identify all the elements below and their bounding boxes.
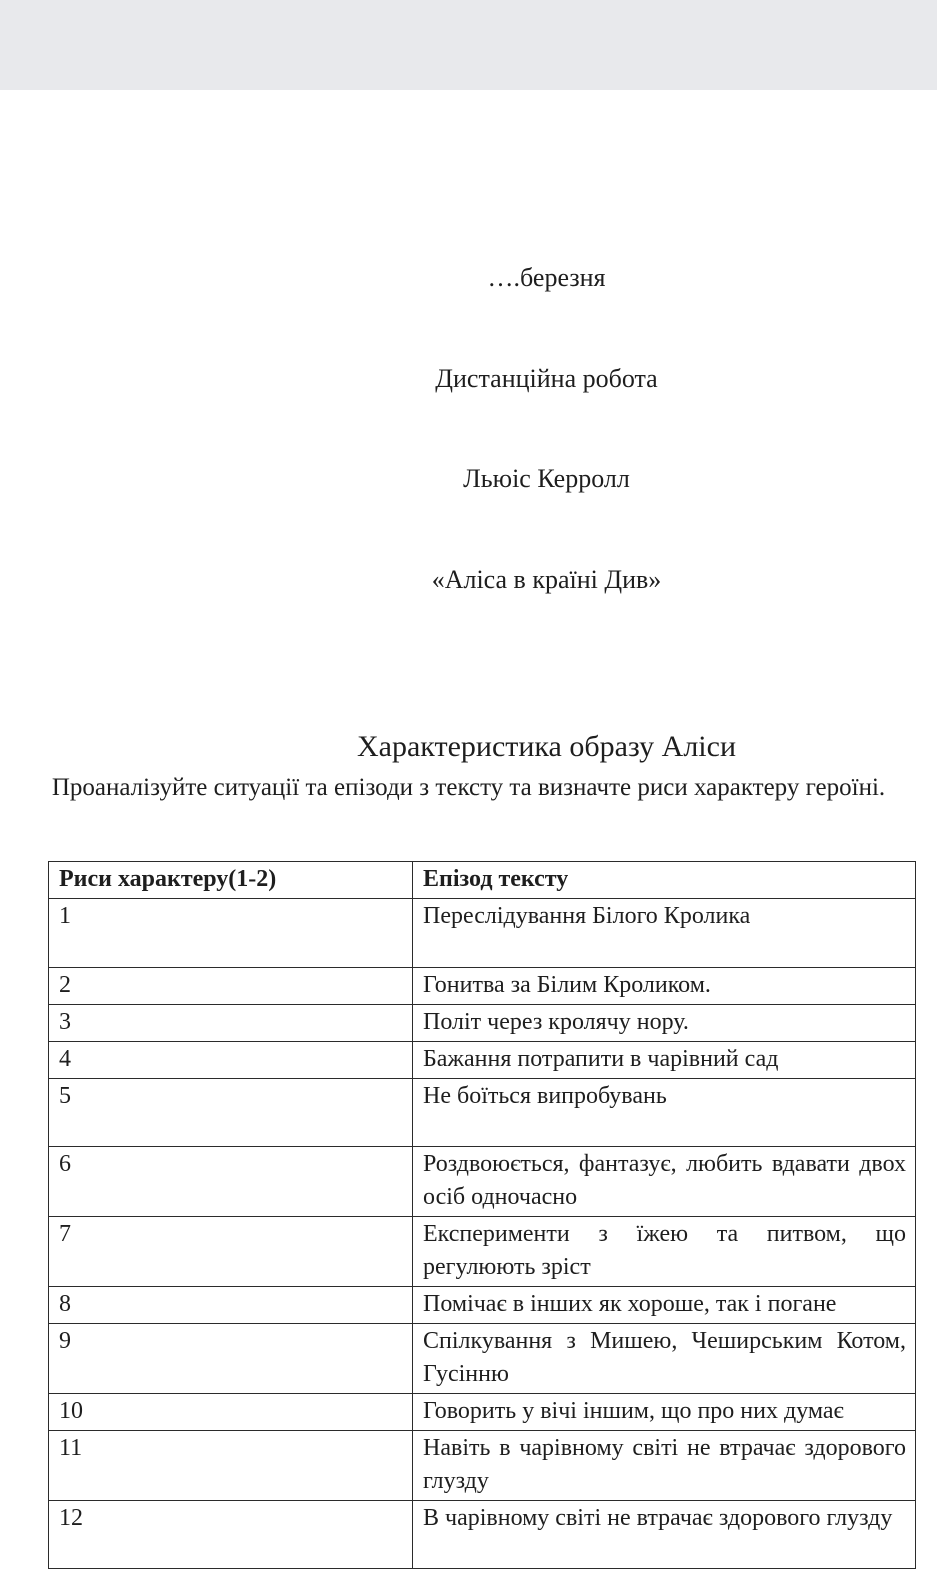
page-title: Характеристика образу Аліси <box>356 730 736 763</box>
row-number-cell: 6 <box>49 1147 413 1217</box>
table-row <box>49 1394 916 1431</box>
row-number-cell: 5 <box>49 1079 413 1147</box>
instruction-text: Проаналізуйте ситуації та епізоди з тексту та визначте риси характеру героїні. <box>51 774 886 801</box>
table-row <box>49 968 916 1005</box>
row-number-cell: 8 <box>49 1287 413 1324</box>
episode-cell: Гонитва за Білим Кроликом. <box>413 968 916 1005</box>
column-header-traits: Риси характеру(1-2) <box>49 862 413 899</box>
doc-header-line-date: ….березня <box>487 263 606 292</box>
row-number-cell: 7 <box>49 1217 413 1287</box>
table-row <box>49 1005 916 1042</box>
column-header-episode: Епізод тексту <box>413 862 916 899</box>
row-number-cell: 12 <box>49 1501 413 1569</box>
table-row <box>49 1431 916 1501</box>
doc-header <box>156 194 937 663</box>
row-number-cell: 3 <box>49 1005 413 1042</box>
table-row <box>49 1147 916 1217</box>
episode-cell: Експерименти з їжею та питвом, що регулюють зріст <box>413 1217 916 1287</box>
table-row <box>49 1217 916 1287</box>
row-number-cell: 10 <box>49 1394 413 1431</box>
row-number-cell: 1 <box>49 899 413 968</box>
character-table <box>48 861 916 1569</box>
table-row <box>49 1501 916 1569</box>
top-gray-band <box>0 0 937 90</box>
table-row <box>49 1324 916 1394</box>
row-number-cell: 11 <box>49 1431 413 1501</box>
episode-cell: Переслідування Білого Кролика <box>413 899 916 968</box>
table-row <box>49 1287 916 1324</box>
row-number-cell: 9 <box>49 1324 413 1394</box>
doc-header-line-author: Льюіс Керролл <box>463 464 630 493</box>
row-number-cell: 4 <box>49 1042 413 1079</box>
episode-cell: Політ через кролячу нору. <box>413 1005 916 1042</box>
doc-header-line-type: Дистанційна робота <box>435 363 658 393</box>
episode-cell: Помічає в інших як хороше, так і погане <box>413 1287 916 1324</box>
episode-cell: Не боїться випробувань <box>413 1079 916 1147</box>
episode-cell: В чарівному світі не втрачає здорового глузду <box>413 1501 916 1569</box>
worksheet <box>0 194 937 1569</box>
episode-cell: Говорить у вічі іншим, що про них думає <box>413 1394 916 1431</box>
table-row <box>49 1079 916 1147</box>
table-row <box>49 1042 916 1079</box>
table-row <box>49 899 916 968</box>
row-number-cell: 2 <box>49 968 413 1005</box>
episode-cell: Роздвоюється, фантазує, любить вдавати двох осіб одночасно <box>413 1147 916 1217</box>
table-header-row <box>49 862 916 899</box>
episode-cell: Навіть в чарівному світі не втрачає здорового глузду <box>413 1431 916 1501</box>
doc-header-line-book: «Аліса в країні Див» <box>431 564 662 594</box>
episode-cell: Бажання потрапити в чарівний сад <box>413 1042 916 1079</box>
episode-cell: Спілкування з Мишею, Чеширським Котом, Гусінню <box>413 1324 916 1394</box>
